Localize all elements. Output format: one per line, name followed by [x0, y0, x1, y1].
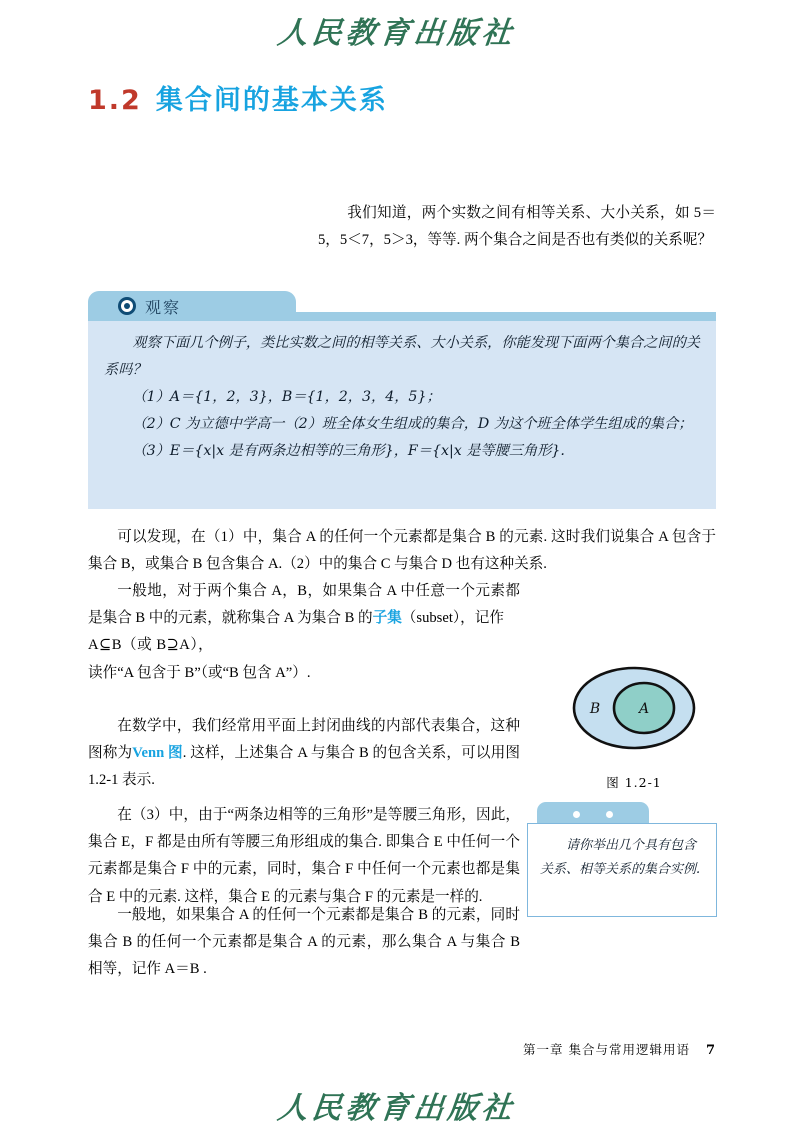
publisher-logo-top: 人民教育出版社 [275, 17, 518, 50]
body-paragraph-4-part-a: 在数学中，我们经常用平面上封闭曲线的内部代表集合，这种图称为 [88, 718, 520, 762]
intro-paragraph [318, 200, 716, 254]
body-paragraph-2-part-a: 一般地，对于两个集合 A，B，如果集合 A 中任意一个元素都是集合 B 中的元素，就称集合 A 为集合 B 的 [88, 583, 520, 627]
venn-figure [552, 658, 716, 791]
body-paragraph-2-part-b: （subset），记作 [401, 610, 504, 627]
note-dot-icon-2 [606, 811, 613, 818]
venn-label-inner: A [638, 701, 650, 717]
keyword-venn: Venn 图 [132, 745, 183, 762]
body-block-1 [88, 524, 716, 578]
body-paragraph-2 [88, 578, 520, 632]
observe-box [88, 291, 716, 509]
observe-item-2: （2）C 为立德中学高一（2）班全体女生组成的集合，D 为这个班全体学生组成的集合； [132, 416, 693, 432]
section-number: 1.2 [88, 85, 142, 116]
venn-label-outer: B [589, 701, 601, 717]
body-block-5 [88, 902, 520, 984]
publisher-logo-bottom: 人民教育出版社 [275, 1092, 518, 1125]
figure-caption: 图 1.2-1 [606, 775, 662, 790]
body-block-3 [88, 713, 520, 795]
body-paragraph-3: 读作“A 包含于 B”（或“B 包含 A”）. [88, 664, 311, 681]
intro-text: 我们知道，两个实数之间有相等关系、大小关系，如 5＝5，5＜7，5＞3，等等. 两个集合之间是否也有类似的关系呢？ [318, 205, 716, 248]
section-name: 集合间的基本关系 [155, 85, 388, 116]
observe-item-3: （3）E＝{x|x 是有两条边相等的三角形}，F＝{x|x 是等腰三角形}. [132, 443, 565, 459]
note-card [527, 802, 717, 917]
target-icon [118, 297, 136, 315]
note-dot-icon-1 [573, 811, 580, 818]
formula-subset: A⊆B（或 B⊇A）， [88, 637, 214, 654]
observe-body [88, 321, 716, 509]
body-paragraph-6: 一般地，如果集合 A 的任何一个元素都是集合 B 的元素，同时集合 B 的任何一个元素都是集合 A 的元素，那么集合 A 与集合 B 相等，记作 A＝B . [88, 907, 520, 978]
body-paragraph-1: 可以发现，在（1）中，集合 A 的任何一个元素都是集合 B 的元素. 这时我们说集合 A 包含于集合 B，或集合 B 包含集合 A.（2）中的集合 C 与集合 D 也有这种关系. [88, 529, 716, 573]
body-paragraph-5: 在（3）中，由于“两条边相等的三角形”是等腰三角形，因此，集合 E，F 都是由所有等腰三角形组成的集合. 即集合 E 中任何一个元素都是集合 F 中的元素，同时，集合 F 中任何一个元素也都是集合 E 中的元素. 这样，集合 E 的元素与集合 F 的元素是一样的. [88, 807, 520, 905]
observe-tab-label: 观察 [145, 297, 182, 317]
observe-top-strip [296, 312, 716, 321]
observe-item-1: （1）A＝{1，2，3}，B＝{1，2，3，4，5}； [132, 389, 441, 405]
note-text: 请你举出几个具有包含关系、相等关系的集合实例. [540, 838, 701, 877]
body-block-4 [88, 802, 520, 911]
venn-diagram-svg [552, 658, 716, 764]
page-number: 7 [705, 1043, 716, 1058]
footer-chapter: 第一章 集合与常用逻辑用语 [522, 1042, 690, 1057]
body-paragraph-4-part-b: . 这样，上述集合 A 与集合 B 的包含关系，可以用图 1.2-1 表示. [88, 745, 520, 789]
observe-lead: 观察下面几个例子，类比实数之间的相等关系、大小关系，你能发现下面两个集合之间的关系吗？ [104, 335, 700, 378]
observe-tab [88, 291, 296, 321]
body-paragraph-4 [88, 713, 520, 795]
body-block-2 [88, 578, 520, 687]
page-title [88, 78, 388, 117]
keyword-subset: 子集 [372, 610, 402, 627]
page-footer [0, 1040, 716, 1058]
note-card-body [527, 823, 717, 917]
